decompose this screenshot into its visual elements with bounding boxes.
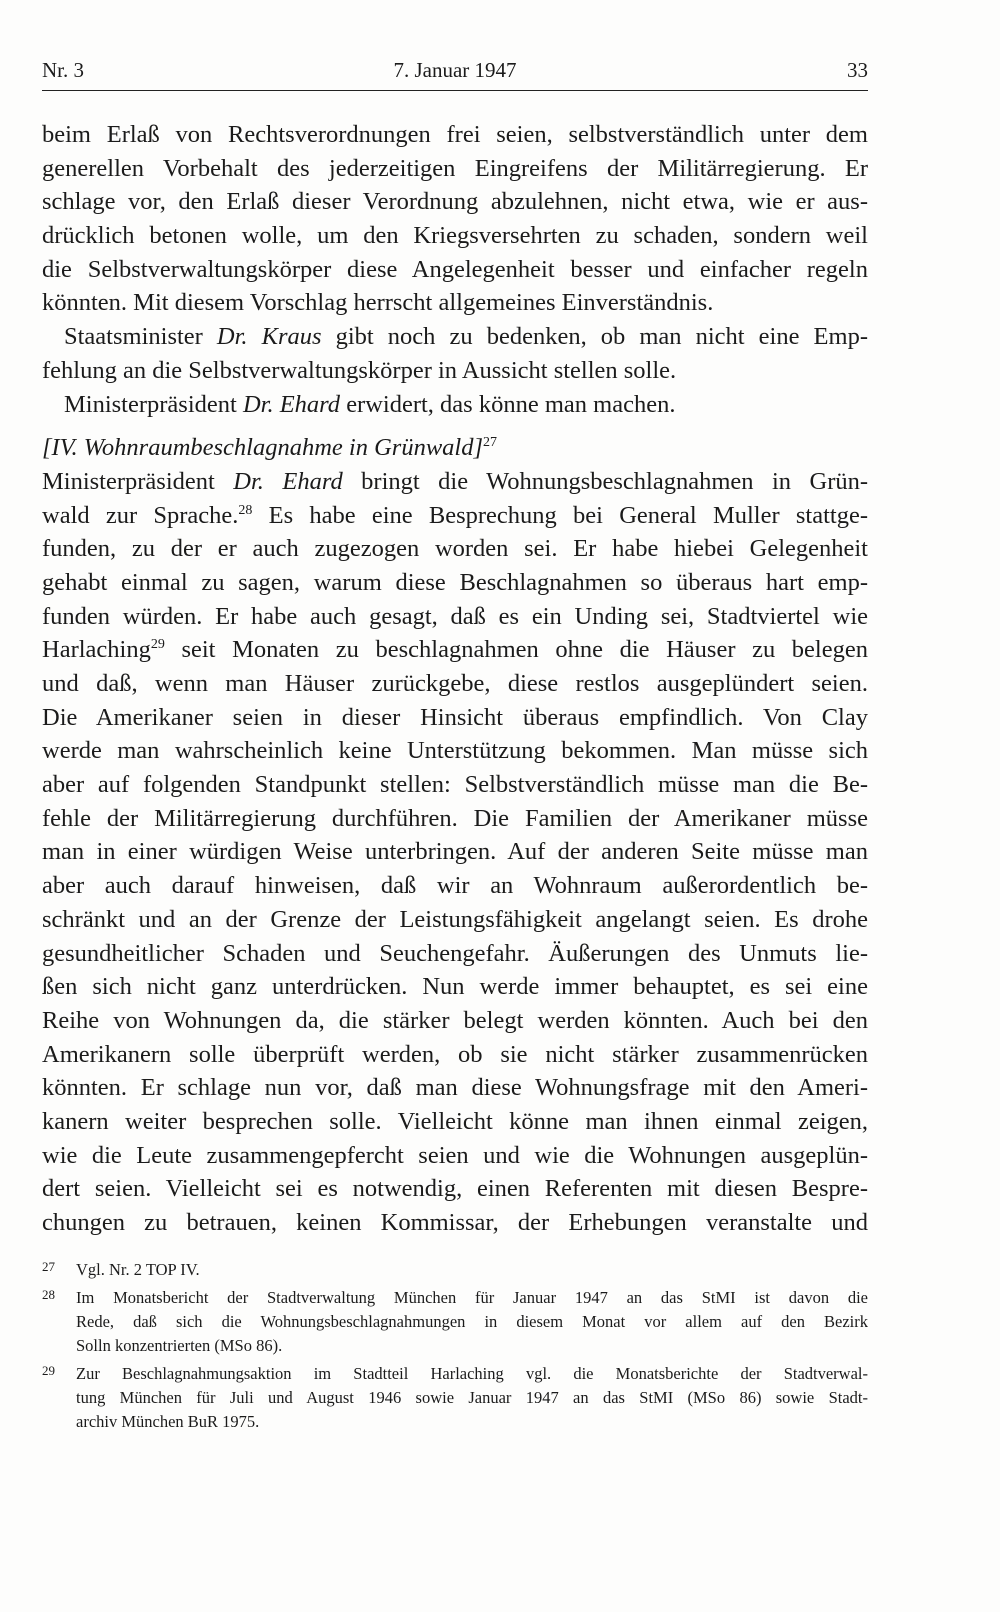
text-line: generellen Vorbehalt des jederzeitigen Eingreifens der Militärregierung. Er — [42, 154, 868, 182]
footnote-line: tung München für Juli und August 1946 sowie Januar 1947 an das StMI (MSo 86) sowie Stadt- — [76, 1388, 868, 1407]
text-line: schlage vor, den Erlaß dieser Verordnung abzulehnen, nicht etwa, wie er aus- — [42, 188, 868, 216]
footnote-line: Im Monatsbericht der Stadtverwaltung München für Januar 1947 an das StMI ist davon die — [76, 1288, 868, 1307]
text-line: und daß, wenn man Häuser zurückgebe, diese restlos ausgeplündert seien. — [42, 670, 868, 697]
footnote-line: Vgl. Nr. 2 TOP IV. — [76, 1260, 200, 1279]
text-line: beim Erlaß von Rechtsverordnungen frei seien, selbstverständlich unter dem — [42, 121, 868, 148]
text-line — [42, 633, 868, 667]
text-line — [42, 388, 868, 422]
text-line: ßen sich nicht ganz unterdrücken. Nun werde immer behauptet, es sei eine — [42, 973, 868, 1001]
header-rule — [42, 90, 868, 91]
text-run: bringt die Wohnungsbeschlagnahmen in Grün- — [342, 467, 869, 495]
text-line: könnten. Mit diesem Vorschlag herrscht allgemeines Einverständnis. — [42, 289, 714, 317]
footnote-27 — [42, 1258, 868, 1282]
text-line: funden würden. Er habe auch gesagt, daß es ein Unding sei, Stadtviertel wie — [42, 602, 868, 630]
footnote-ref: 27 — [483, 435, 498, 451]
text-line: fehle der Militärregierung durchführen. Die Familien der Amerikaner müsse — [42, 804, 868, 832]
footnote-28 — [42, 1286, 868, 1358]
text-line — [42, 465, 868, 499]
section-gap — [42, 421, 868, 431]
text-run: Es habe eine Besprechung bei General Muller stattge- — [252, 501, 868, 529]
header-date: 7. Januar 1947 — [393, 58, 517, 82]
body-text — [42, 118, 868, 1240]
footnote-ref: 29 — [150, 637, 165, 653]
running-header — [42, 50, 868, 88]
text-line: wie die Leute zusammengepfercht seien und wie die Wohnungen ausgeplün- — [42, 1141, 868, 1169]
text-run: erwidert, das könne man machen. — [340, 390, 676, 418]
text-line: aber auf folgenden Standpunkt stellen: Selbstverständlich müsse man die Be- — [42, 771, 868, 799]
footnote-line: Zur Beschlagnahmungsaktion im Stadtteil Harlaching vgl. die Monatsberichte der Stadtverwal- — [76, 1364, 868, 1383]
text-line: schränkt und an der Grenze der Leistungsfähigkeit angelangt seien. Es drohe — [42, 905, 868, 933]
text-line: drücklich betonen wolle, um den Kriegsversehrten zu schaden, sondern weil — [42, 222, 868, 250]
text-run: Ministerpräsident — [64, 390, 243, 418]
text-run: wald zur Sprache. — [42, 501, 239, 529]
text-line — [42, 320, 868, 354]
text-line — [42, 499, 868, 533]
paragraph-2 — [42, 320, 868, 387]
text-run: Staatsminister — [64, 323, 217, 351]
text-line: kanern weiter besprechen solle. Vielleicht könne man ihnen einmal zeigen, — [42, 1107, 868, 1135]
text-line: gehabt einmal zu sagen, warum diese Beschlagnahmen so überaus hart emp- — [42, 568, 868, 596]
text-run: seit Monaten zu beschlagnahmen ohne die Häuser zu belegen — [164, 636, 868, 664]
text-line: Die Amerikaner seien in dieser Hinsicht überaus empfindlich. Von Clay — [42, 703, 868, 731]
footnotes — [42, 1258, 868, 1438]
footnote-number: 28 — [42, 1287, 55, 1302]
document-number: Nr. 3 — [42, 58, 84, 82]
text-run: gibt noch zu bedenken, ob man nicht eine Emp- — [321, 323, 868, 351]
text-line: die Selbstverwaltungskörper diese Angelegenheit besser und einfacher regeln — [42, 255, 868, 283]
page-number: 33 — [847, 58, 868, 82]
text-line: Reihe von Wohnungen da, die stärker belegt werden könnten. Auch bei den — [42, 1006, 868, 1034]
text-line: funden, zu der er auch zugezogen worden sei. Er habe hiebei Gelegenheit — [42, 535, 868, 563]
section-heading-text: [IV. Wohnraumbeschlagnahme in Grünwald] — [42, 434, 484, 462]
footnote-number: 27 — [42, 1259, 55, 1274]
text-line: dert seien. Vielleicht sei es notwendig, einen Referenten mit diesen Bespre- — [42, 1175, 868, 1203]
text-line: Amerikanern solle überprüft werden, ob sie nicht stärker zusammenrücken — [42, 1040, 868, 1068]
footnote-line: Rede, daß sich die Wohnungsbeschlagnahmungen in diesem Monat vor allem auf den Bezirk — [76, 1312, 868, 1331]
paragraph-1 — [42, 118, 868, 320]
text-line: chungen zu betrauen, keinen Kommissar, der Erhebungen veranstalte und — [42, 1209, 868, 1236]
person-name: Dr. Ehard — [233, 467, 343, 495]
text-line: man in einer würdigen Weise unterbringen. Auf der anderen Seite müsse man — [42, 838, 868, 866]
footnote-29 — [42, 1362, 868, 1434]
person-name: Dr. Ehard — [242, 390, 341, 418]
footnote-number: 29 — [42, 1363, 55, 1378]
section-heading — [42, 431, 868, 465]
text-line: werde man wahrscheinlich keine Unterstützung bekommen. Man müsse sich — [42, 737, 868, 765]
footnote-ref: 28 — [238, 502, 253, 518]
paragraph-4 — [42, 465, 868, 1240]
text-line: fehlung an die Selbstverwaltungskörper in Aussicht stellen solle. — [42, 356, 677, 384]
footnote-line: archiv München BuR 1975. — [76, 1412, 260, 1431]
text-run: Ministerpräsident — [42, 467, 234, 495]
text-run: Harlaching — [42, 636, 151, 664]
person-name: Dr. Kraus — [216, 323, 322, 351]
paragraph-3 — [42, 388, 868, 422]
text-line: aber auch darauf hinweisen, daß wir an Wohnraum außerordentlich be- — [42, 872, 868, 900]
text-line: gesundheitlicher Schaden und Seuchengefahr. Äußerungen des Unmuts lie- — [42, 939, 868, 967]
footnote-line: Solln konzentrierten (MSo 86). — [76, 1336, 283, 1355]
text-line: könnten. Er schlage nun vor, daß man diese Wohnungsfrage mit den Ameri- — [42, 1074, 868, 1102]
